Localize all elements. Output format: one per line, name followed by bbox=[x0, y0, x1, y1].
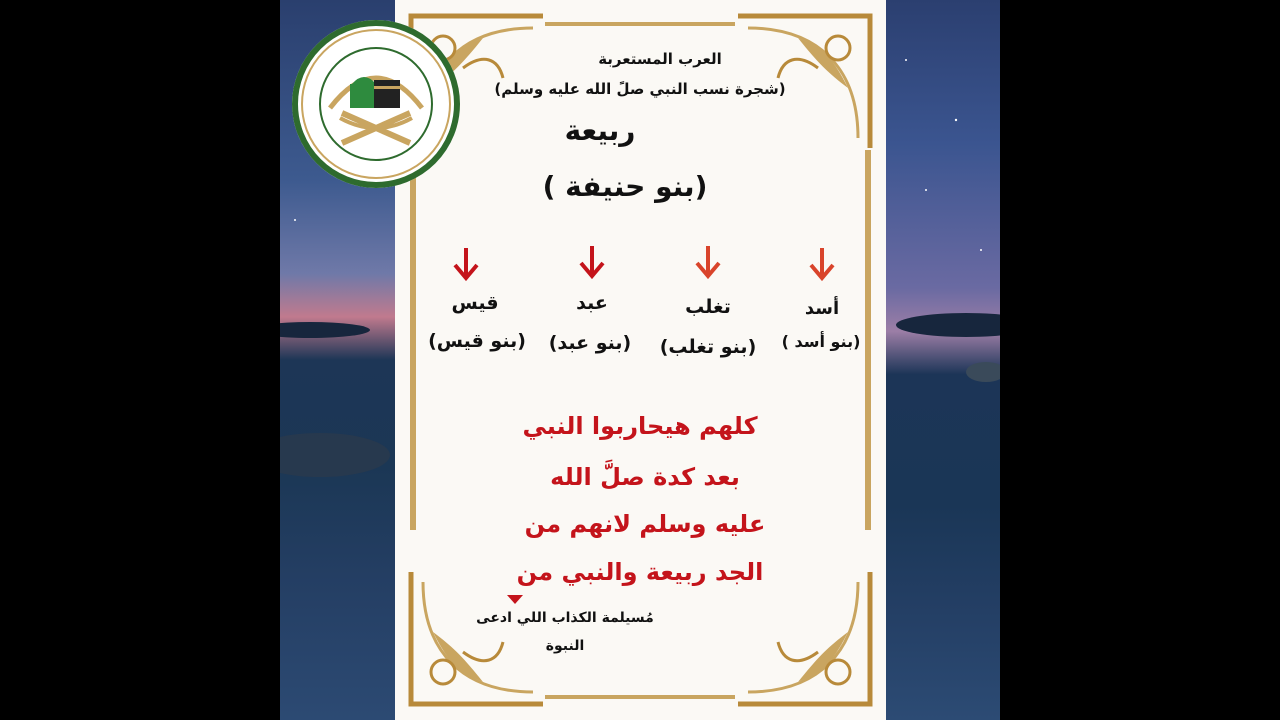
branch-name: قيس bbox=[451, 292, 499, 314]
branch-tribe: (بنو قيس) bbox=[428, 330, 526, 352]
frame-left-border bbox=[410, 150, 416, 530]
frame-bottom-border bbox=[545, 695, 735, 699]
card bbox=[395, 0, 886, 720]
down-arrow-icon bbox=[578, 244, 606, 280]
branch-name: تغلب bbox=[685, 296, 731, 318]
header-line-1: العرب المستعربة bbox=[598, 50, 722, 68]
page-title: ربيعة bbox=[564, 114, 636, 147]
small-down-triangle-icon bbox=[507, 595, 523, 605]
footnote-line-2: النبوة bbox=[545, 638, 585, 654]
branch-name: عبد bbox=[576, 292, 608, 314]
page-subtitle: (بنو حنيفة ) bbox=[542, 170, 708, 203]
frame-top-border bbox=[545, 22, 735, 26]
note-line-4: الجد ربيعة والنبي من bbox=[516, 558, 764, 586]
down-arrow-icon bbox=[694, 244, 722, 280]
note-line-1: كلهم هيحاربوا النبي bbox=[522, 412, 758, 440]
note-line-3: عليه وسلم لانهم من bbox=[524, 510, 766, 538]
background-right bbox=[886, 0, 1000, 720]
down-arrow-icon bbox=[808, 246, 836, 282]
down-arrow-icon bbox=[452, 246, 480, 282]
branch-tribe: (بنو تغلب) bbox=[659, 336, 757, 358]
branch-name: أسد bbox=[804, 298, 840, 319]
branch-tribe: (بنو أسد ) bbox=[781, 332, 861, 351]
branch-tribe: (بنو عبد) bbox=[548, 332, 632, 354]
logo bbox=[290, 18, 462, 190]
header-line-2: (شجرة نسب النبي صلً الله عليه وسلم) bbox=[494, 80, 786, 98]
footnote-line-1: مُسيلمة الكذاب اللي ادعى bbox=[476, 610, 654, 626]
note-line-2: بعد كدة صلَّ الله bbox=[550, 463, 740, 491]
